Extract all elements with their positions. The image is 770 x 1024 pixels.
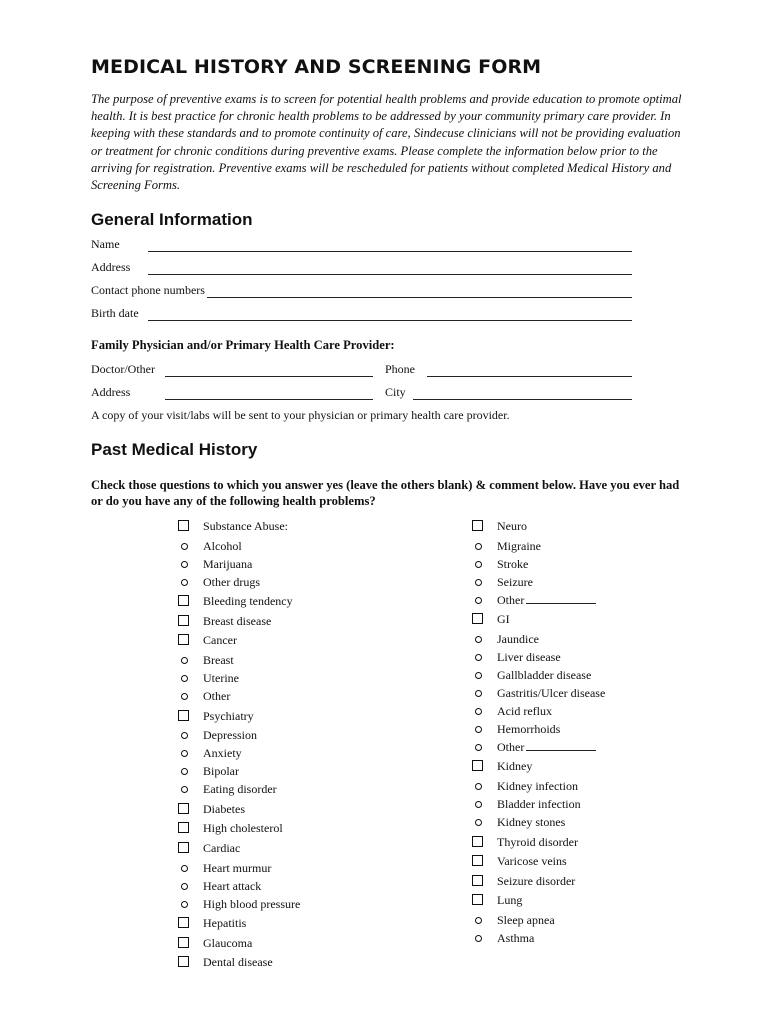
doctor-label: Doctor/Other: [91, 362, 155, 376]
condition-label: Marijuana: [203, 556, 253, 571]
condition-label: Cardiac: [203, 841, 241, 855]
circle-option-hemorrhoids[interactable]: [475, 726, 482, 733]
condition-label: Hepatitis: [203, 916, 247, 931]
circle-option-kidney-stones[interactable]: [475, 819, 482, 826]
condition-label: Varicose veins: [497, 854, 567, 869]
city-label: City: [385, 385, 406, 399]
physician-phone-label: Phone: [385, 362, 415, 376]
condition-label: Kidney stones: [497, 815, 566, 829]
physician-address-label: Address: [91, 385, 131, 399]
doctor-phone-row: [91, 361, 632, 377]
condition-label: Jaundice: [497, 631, 539, 646]
circle-option-other[interactable]: [181, 693, 188, 700]
circle-option-gallbladder-disease[interactable]: [475, 672, 482, 679]
condition-label: Gastritis/Ulcer disease: [497, 685, 606, 700]
condition-label: Stroke: [497, 556, 529, 571]
name-label: Name: [91, 237, 120, 251]
circle-option-sleep-apnea[interactable]: [475, 917, 482, 924]
circle-option-seizure[interactable]: [475, 579, 482, 586]
condition-label: Migraine: [497, 538, 541, 553]
condition-label: Heart murmur: [203, 860, 272, 875]
condition-label: Cancer: [203, 633, 237, 648]
doctor-field-line[interactable]: [165, 364, 373, 377]
contact-phone-field-line[interactable]: [207, 285, 632, 298]
condition-label: Seizure disorder: [497, 873, 576, 888]
condition-label: Bipolar: [203, 764, 239, 779]
condition-label: Bladder infection: [497, 797, 581, 811]
circle-option-uterine[interactable]: [181, 675, 188, 682]
circle-option-anxiety[interactable]: [181, 750, 188, 757]
address-field-line[interactable]: [148, 262, 632, 275]
physician-address-field-line[interactable]: [165, 387, 373, 400]
checkbox-thyroid-disorder[interactable]: [472, 836, 483, 847]
condition-label: Neuro: [497, 519, 527, 533]
circle-option-marijuana[interactable]: [181, 561, 188, 568]
birth-date-field-row: [91, 305, 632, 321]
condition-label: Glaucoma: [203, 935, 253, 950]
other-specify-line[interactable]: [526, 592, 596, 604]
condition-label: Other: [203, 689, 231, 703]
circle-option-kidney-infection[interactable]: [475, 783, 482, 790]
circle-option-other[interactable]: [475, 744, 482, 751]
condition-label: Seizure: [497, 574, 533, 589]
checkbox-hepatitis[interactable]: [178, 917, 189, 928]
condition-label: High blood pressure: [203, 896, 301, 911]
birth-date-label: Birth date: [91, 306, 139, 320]
condition-label: Kidney infection: [497, 779, 578, 793]
other-specify-line[interactable]: [526, 739, 596, 751]
condition-label: Other: [497, 739, 596, 755]
circle-option-heart-murmur[interactable]: [181, 865, 188, 872]
checkbox-cancer[interactable]: [178, 634, 189, 645]
name-field-line[interactable]: [148, 239, 632, 252]
condition-label: Liver disease: [497, 649, 561, 664]
condition-label: Kidney: [497, 759, 533, 774]
circle-option-liver-disease[interactable]: [475, 654, 482, 661]
condition-label: Other: [497, 592, 596, 608]
checkbox-psychiatry[interactable]: [178, 710, 189, 721]
condition-label: Dental disease: [203, 955, 273, 970]
circle-option-eating-disorder[interactable]: [181, 786, 188, 793]
condition-label: Substance Abuse:: [203, 519, 288, 533]
circle-option-jaundice[interactable]: [475, 636, 482, 643]
past-medical-history-heading: Past Medical History: [91, 440, 258, 459]
address-field-row: [91, 259, 632, 275]
condition-label: Anxiety: [203, 746, 242, 761]
circle-option-heart-attack[interactable]: [181, 883, 188, 890]
physician-address-city-row: [91, 384, 632, 400]
condition-label: Gallbladder disease: [497, 667, 592, 682]
form-title: MEDICAL HISTORY AND SCREENING FORM: [91, 56, 542, 78]
physician-heading: Family Physician and/or Primary Health Care Provider:: [91, 338, 395, 352]
circle-option-depression[interactable]: [181, 732, 188, 739]
condition-label: Depression: [203, 728, 257, 743]
condition-label: Asthma: [497, 931, 535, 945]
condition-label: Sleep apnea: [497, 913, 555, 927]
circle-option-migraine[interactable]: [475, 543, 482, 550]
condition-label: Breast: [203, 653, 234, 667]
checkbox-breast-disease[interactable]: [178, 615, 189, 626]
checkbox-substance-abuse[interactable]: [178, 520, 189, 531]
physician-phone-field-line[interactable]: [427, 364, 632, 377]
checkbox-dental-disease[interactable]: [178, 956, 189, 967]
condition-label: GI: [497, 612, 510, 627]
circle-option-high-blood-pressure[interactable]: [181, 901, 188, 908]
checkbox-high-cholesterol[interactable]: [178, 822, 189, 833]
condition-label: Other drugs: [203, 574, 260, 589]
checkbox-varicose-veins[interactable]: [472, 855, 483, 866]
general-information-heading: General Information: [91, 210, 253, 229]
condition-label: Uterine: [203, 671, 239, 685]
checkbox-neuro[interactable]: [472, 520, 483, 531]
circle-option-breast[interactable]: [181, 657, 188, 664]
circle-option-other[interactable]: [475, 597, 482, 604]
checkbox-gi[interactable]: [472, 613, 483, 624]
history-instruction: Check those questions to which you answer yes (leave the others blank) & comment below. Have you ever had or do you have any of the following health problems?: [91, 478, 680, 508]
checkbox-diabetes[interactable]: [178, 803, 189, 814]
contact-phone-label: Contact phone numbers: [91, 283, 205, 297]
phone-field-row: [91, 282, 632, 298]
checkbox-kidney[interactable]: [472, 760, 483, 771]
condition-label: Heart attack: [203, 878, 262, 893]
circle-option-gastritis-ulcer-disease[interactable]: [475, 690, 482, 697]
checkbox-bleeding-tendency[interactable]: [178, 595, 189, 606]
condition-label: High cholesterol: [203, 821, 283, 836]
condition-label: Alcohol: [203, 538, 242, 553]
condition-label: Psychiatry: [203, 708, 254, 723]
circle-option-acid-reflux[interactable]: [475, 708, 482, 715]
copy-note: A copy of your visit/labs will be sent to your physician or primary health care provider.: [91, 408, 510, 422]
condition-label: Thyroid disorder: [497, 834, 578, 849]
birth-date-field-line[interactable]: [148, 308, 632, 321]
circle-option-stroke[interactable]: [475, 561, 482, 568]
condition-label: Eating disorder: [203, 782, 277, 797]
checkbox-seizure-disorder[interactable]: [472, 875, 483, 886]
checkbox-glaucoma[interactable]: [178, 937, 189, 948]
condition-label: Acid reflux: [497, 703, 552, 718]
condition-label: Lung: [497, 893, 523, 908]
checkbox-lung[interactable]: [472, 894, 483, 905]
circle-option-alcohol[interactable]: [181, 543, 188, 550]
checkbox-cardiac[interactable]: [178, 842, 189, 853]
city-field-line[interactable]: [413, 387, 632, 400]
condition-label: Bleeding tendency: [203, 594, 293, 609]
address-label: Address: [91, 260, 131, 274]
circle-option-bladder-infection[interactable]: [475, 801, 482, 808]
condition-label: Diabetes: [203, 801, 245, 816]
circle-option-other-drugs[interactable]: [181, 579, 188, 586]
condition-label: Breast disease: [203, 613, 272, 628]
circle-option-bipolar[interactable]: [181, 768, 188, 775]
name-field-row: [91, 236, 632, 252]
intro-paragraph: The purpose of preventive exams is to screen for potential health problems and provide education to promote optimal health. It is best practice for chronic health problems to be addressed by your community primary care provider. In keeping with these standards and to promote continuity of care, Sindecuse clinicians will not be providing evaluation or treatment for chronic conditions during preventive exams. Please complete the information below prior to the arriving for registration. Preventive exams will be rescheduled for patients without completed Medical History and Screening Forms.: [91, 92, 682, 193]
condition-label: Hemorrhoids: [497, 721, 561, 736]
circle-option-asthma[interactable]: [475, 935, 482, 942]
